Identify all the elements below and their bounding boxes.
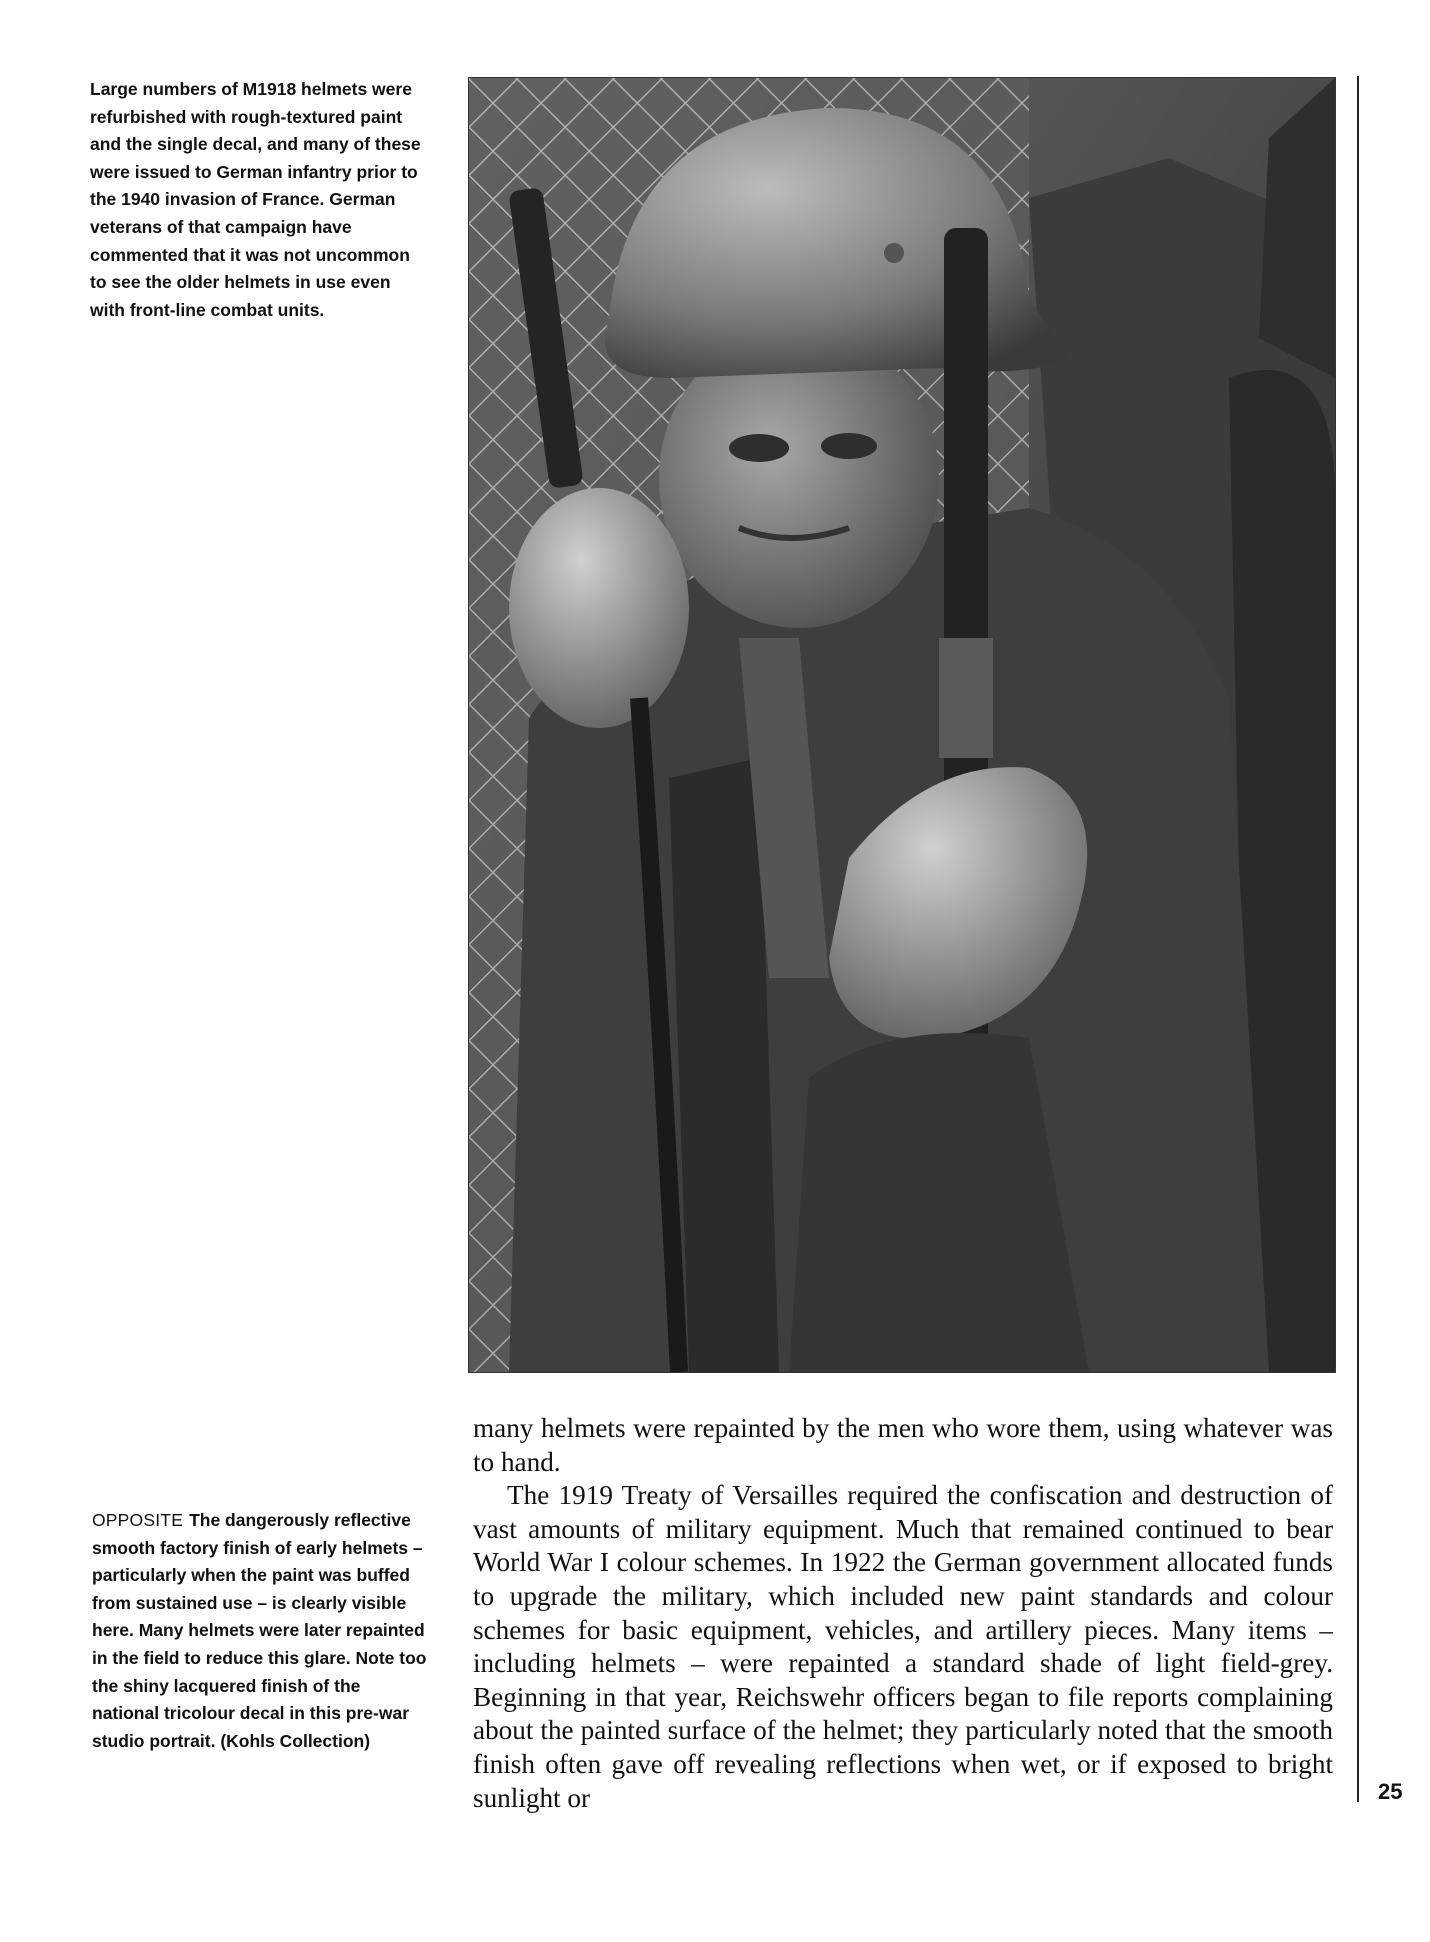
- page-number: 25: [1378, 1779, 1403, 1804]
- body-paragraph-2: The 1919 Treaty of Versailles required the confiscation and destruction of vast amounts of military equipment. Much that remained continued to bear World War I colour schemes. In 1922 the German government allocated funds to upgrade the military, which included new paint standards and colour schemes for basic equipment, vehicles, and artillery pieces. Many items – including helmets – were repainted a standard shade of light field-grey. Beginning in that year, Reichswehr officers began to file reports complaining about the painted surface of the helmet; they particularly noted that the smooth finish often gave off revealing reflections when wet, or if exposed to bright sunlight or: [473, 1480, 1333, 1813]
- caption-opposite-text: The dangerously reflective smooth factory finish of early helmets – particularly when the paint was buffed from sustained use – is clearly visible here. Many helmets were later repainted in the field to reduce this glare. Note too the shiny lacquered finish of the national tricolour decal in this pre-war studio portrait. (Kohls Collection): [92, 1510, 427, 1751]
- margin-rule: [1357, 76, 1359, 1802]
- photograph-soldier-with-rifle: [468, 77, 1336, 1373]
- body-text: [473, 1412, 1333, 1815]
- body-paragraph-1: many helmets were repainted by the men who wore them, using whatever was to hand.: [473, 1413, 1333, 1477]
- photo-illustration: [469, 78, 1335, 1372]
- caption-label-opposite: OPPOSITE: [92, 1510, 184, 1530]
- photo-caption-top: Large numbers of M1918 helmets were refurbished with rough-textured paint and the single decal, and many of these were issued to German infantry prior to the 1940 invasion of France. German veterans of that campaign have commented that it was not uncommon to see the older helmets in use even with front-line combat units.: [90, 79, 421, 320]
- photo-caption-opposite: [92, 1507, 432, 1755]
